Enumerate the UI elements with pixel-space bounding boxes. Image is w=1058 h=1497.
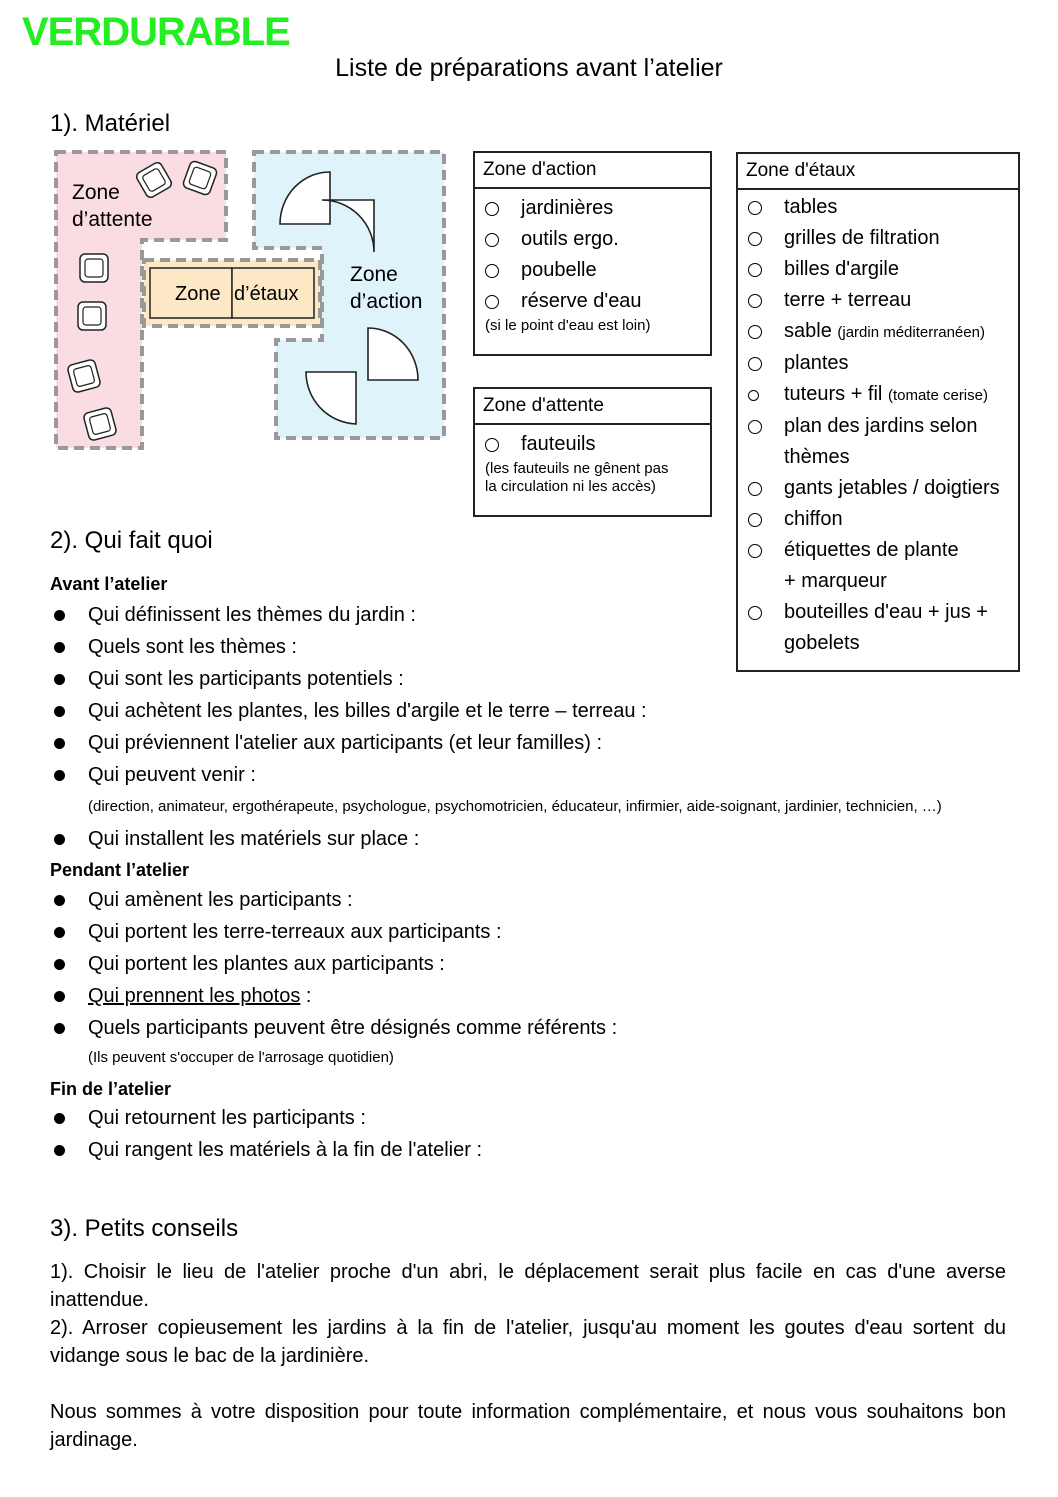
checklist-item: bouteilles d'eau + jus + gobelets (748, 597, 1010, 659)
checklist-item: chiffon (748, 504, 1010, 535)
checklist-item: sable (jardin méditerranéen) (748, 316, 1010, 348)
list-item: Qui préviennent l'atelier aux participants (et leur familles) : (50, 727, 1020, 759)
zone-attente-note-2: la circulation ni les accès) (485, 478, 656, 495)
list-item: Qui achètent les plantes, les billes d'argile et le terre – terreau : (50, 695, 1020, 727)
armchair-icon (83, 407, 117, 441)
checklist-item: grilles de filtration (748, 223, 1010, 254)
checkbox-circle-icon (748, 357, 762, 371)
bullet-icon (54, 706, 65, 717)
checkbox-circle-icon (748, 420, 762, 434)
checkbox-circle-icon (748, 201, 762, 215)
list-item: Qui amènent les participants : (50, 884, 1020, 916)
checklist-item: billes d'argile (748, 254, 1010, 285)
checkbox-circle-icon (485, 233, 499, 247)
checklist-item: tables (748, 192, 1010, 223)
list-item: Qui installent les matériels sur place : (50, 823, 1020, 855)
checklist-item: gants jetables / doigtiers (748, 473, 1010, 504)
checkbox-circle-icon (748, 325, 762, 339)
zone-attente-box (473, 387, 712, 517)
bullet-icon (54, 610, 65, 621)
checklist-item: jardinières (485, 193, 702, 224)
etaux-label-1: Zone (175, 283, 221, 305)
list-item: Qui sont les participants potentiels : (50, 663, 1020, 695)
checklist-item: fauteuils (485, 429, 702, 460)
etaux-label-2: d’étaux (234, 283, 299, 305)
bullet-icon (54, 738, 65, 749)
action-label-2: d’action (350, 290, 423, 313)
zone-action-box (473, 151, 712, 356)
list-item: Qui portent les terre-terreaux aux participants : (50, 916, 1020, 948)
checkbox-circle-icon (485, 295, 499, 309)
checkbox-circle-icon (485, 264, 499, 278)
checkbox-circle-icon (748, 263, 762, 277)
bullet-icon (54, 674, 65, 685)
list-item: Quels participants peuvent être désignés comme référents : (50, 1012, 1020, 1044)
zone-attente-title: Zone d'attente (475, 389, 710, 425)
list-item: Qui peuvent venir : (50, 759, 1020, 791)
checkbox-circle-icon (748, 513, 762, 527)
checklist-item: étiquettes de plante + marqueur (748, 535, 1010, 597)
subheading-fin: Fin de l’atelier (50, 1079, 172, 1099)
checklist-item: plantes (748, 348, 1010, 379)
subheading-avant: Avant l’atelier (50, 574, 168, 594)
referents-note: (Ils peuvent s'occuper de l'arrosage quotidien) (88, 1049, 394, 1066)
section-heading-qui-fait-quoi: 2). Qui fait quoi (50, 527, 213, 554)
list-item: Qui prennent les photos : (50, 980, 1020, 1012)
checkbox-circle-icon (748, 390, 759, 401)
bullet-icon (54, 1023, 65, 1034)
section-conseils (50, 1258, 1006, 1454)
zone-etaux-title: Zone d'étaux (738, 154, 1018, 190)
checkbox-circle-icon (748, 482, 762, 496)
participants-note: (direction, animateur, ergothérapeute, psychologue, psychomotricien, éducateur, infirmier, aide-soignant, jardinier, technicien, …) (88, 798, 942, 815)
bullet-icon (54, 991, 65, 1002)
checkbox-circle-icon (485, 438, 499, 452)
armchair-icon (67, 359, 101, 393)
checkbox-circle-icon (485, 202, 499, 216)
zone-action-note: (si le point d'eau est loin) (485, 317, 651, 334)
bullet-icon (54, 834, 65, 845)
bullet-icon (54, 1113, 65, 1124)
closing-text: Nous sommes à votre disposition pour toute information complémentaire, et nous vous souhaitons bon jardinage. (50, 1401, 1006, 1451)
zone-action-title: Zone d'action (475, 153, 710, 189)
bullet-icon (54, 959, 65, 970)
checklist-item: poubelle (485, 255, 702, 286)
checkbox-circle-icon (748, 232, 762, 246)
tip-2: 2). Arroser copieusement les jardins à la fin de l'atelier, jusqu'au moment les goutes d'eau sortent du vidange sous le bac de la jardinière. (50, 1317, 1006, 1367)
list-item: Quels sont les thèmes : (50, 631, 1020, 663)
checklist-item: réserve d'eau (485, 286, 702, 317)
tip-1: 1). Choisir le lieu de l'atelier proche d'un abri, le déplacement serait plus facile en cas d'une averse inattendue. (50, 1261, 1006, 1311)
action-label-1: Zone (350, 263, 398, 286)
list-item: Qui portent les plantes aux participants : (50, 948, 1020, 980)
checklist-item: outils ergo. (485, 224, 702, 255)
section-heading-conseils: 3). Petits conseils (50, 1215, 239, 1242)
zone-attente-note-1: (les fauteuils ne gênent pas (485, 460, 669, 477)
section-qui-fait-quoi (50, 573, 1020, 1166)
checklist-item: terre + terreau (748, 285, 1010, 316)
floor-plan-diagram (48, 148, 453, 458)
bullet-icon (54, 927, 65, 938)
checklist-item: tuteurs + fil (tomate cerise) (748, 379, 1010, 411)
section-heading-materiel: 1). Matériel (50, 110, 171, 137)
armchair-icon (80, 254, 108, 282)
list-item: Qui définissent les thèmes du jardin : (50, 599, 1020, 631)
bullet-icon (54, 642, 65, 653)
subheading-pendant: Pendant l’atelier (50, 860, 190, 880)
waiting-label-2: d’attente (72, 208, 153, 231)
list-item: Qui rangent les matériels à la fin de l'atelier : (50, 1134, 1020, 1166)
list-item: Qui retournent les participants : (50, 1102, 1020, 1134)
armchair-icon (78, 302, 106, 330)
checkbox-circle-icon (748, 544, 762, 558)
checkbox-circle-icon (748, 294, 762, 308)
page-title: Liste de préparations avant l’atelier (335, 54, 723, 82)
bullet-icon (54, 770, 65, 781)
bullet-icon (54, 895, 65, 906)
waiting-label-1: Zone (72, 181, 120, 204)
bullet-icon (54, 1145, 65, 1156)
checklist-item: plan des jardins selon thèmes (748, 411, 1010, 473)
logo: VERDURABLE (22, 10, 290, 54)
